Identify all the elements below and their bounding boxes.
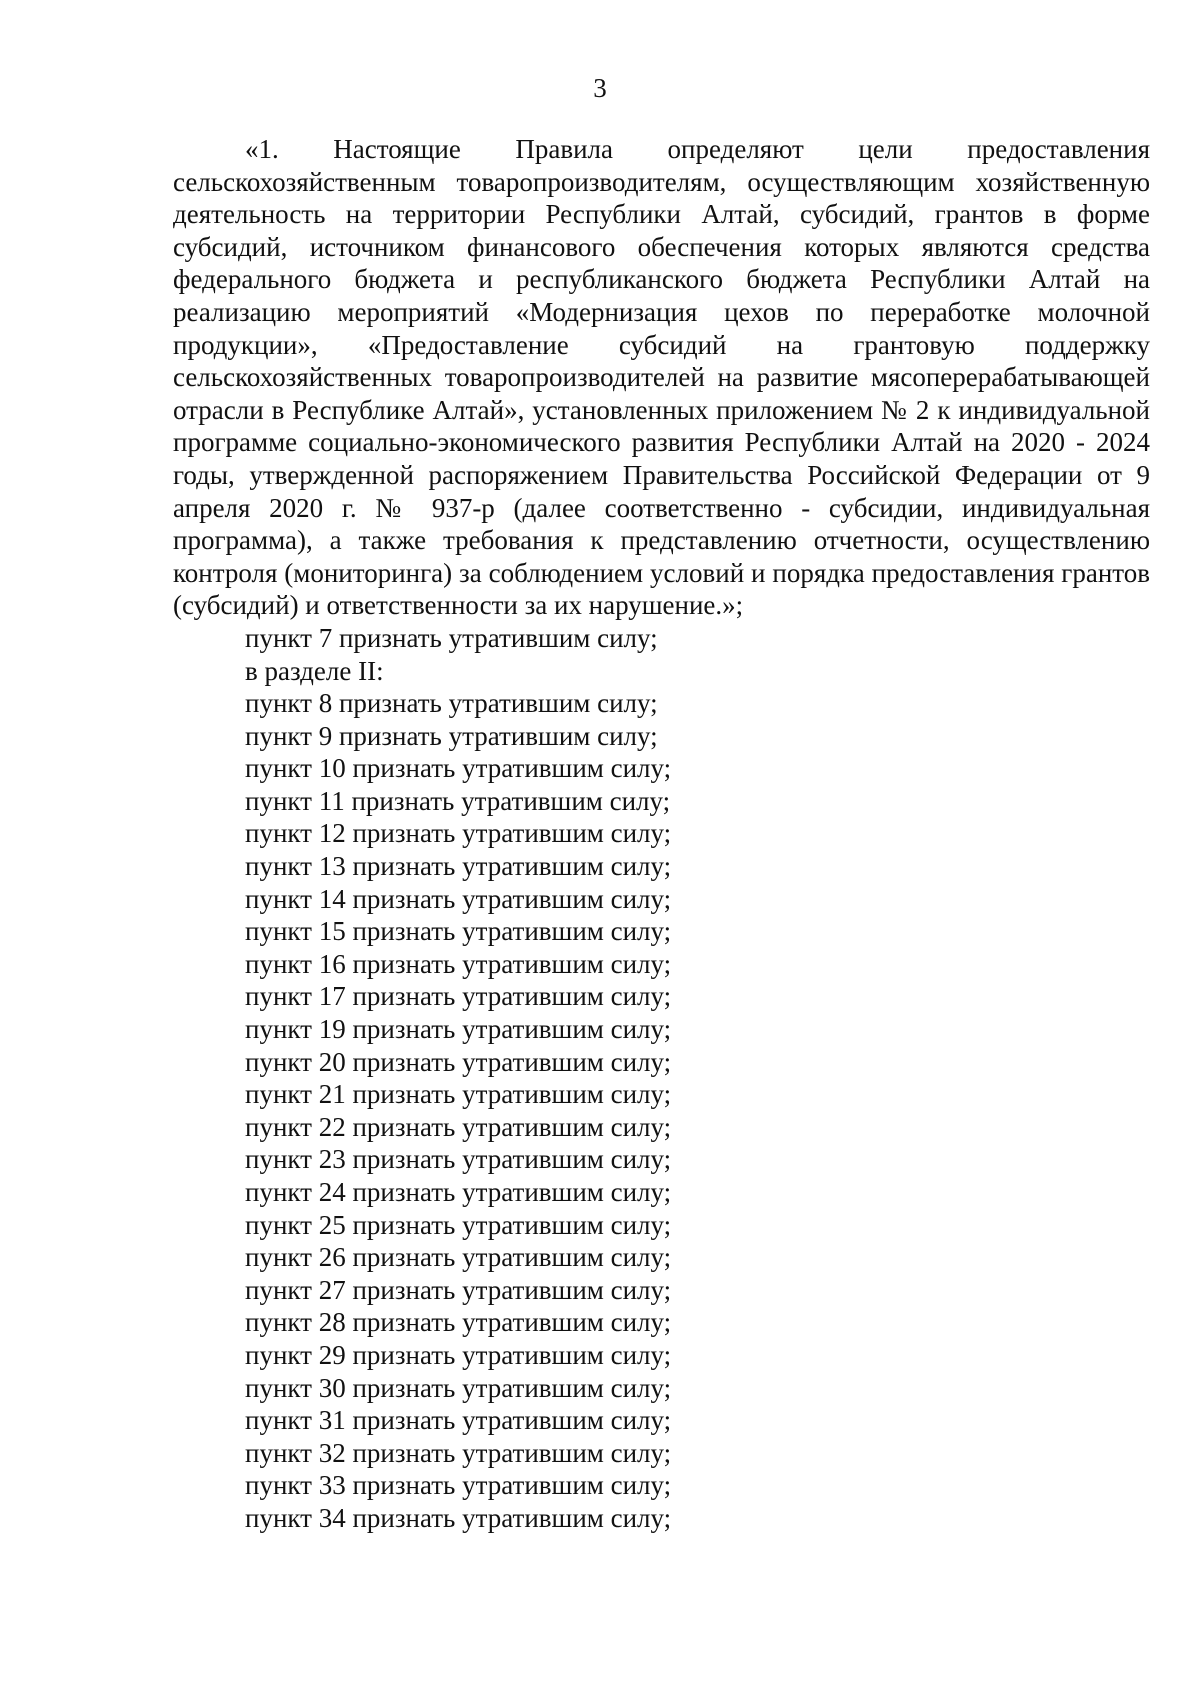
list-item: пункт 10 признать утратившим силу; bbox=[245, 753, 672, 784]
list-item: пункт 27 признать утратившим силу; bbox=[245, 1274, 672, 1305]
list-item: пункт 32 признать утратившим силу; bbox=[245, 1437, 672, 1468]
list-item: пункт 20 признать утратившим силу; bbox=[245, 1046, 672, 1077]
list-item: пункт 9 признать утратившим силу; bbox=[245, 720, 658, 751]
list-item: пункт 13 признать утратившим силу; bbox=[245, 851, 672, 882]
list-item: пункт 29 признать утратившим силу; bbox=[245, 1339, 672, 1370]
list-item: пункт 22 признать утратившим силу; bbox=[245, 1111, 672, 1142]
list-item: пункт 12 признать утратившим силу; bbox=[245, 818, 672, 849]
list-item: пункт 26 признать утратившим силу; bbox=[245, 1242, 672, 1273]
list-item: пункт 14 признать утратившим силу; bbox=[245, 883, 672, 914]
list-item: пункт 8 признать утратившим силу; bbox=[245, 688, 658, 719]
amendment-list bbox=[173, 622, 1150, 1535]
list-item: пункт 23 признать утратившим силу; bbox=[245, 1144, 672, 1175]
list-item: пункт 19 признать утратившим силу; bbox=[245, 1014, 672, 1045]
list-item: пункт 30 признать утратившим силу; bbox=[245, 1372, 672, 1403]
list-item: пункт 16 признать утратившим силу; bbox=[245, 948, 672, 979]
list-item: пункт 15 признать утратившим силу; bbox=[245, 916, 672, 947]
list-item: пункт 17 признать утратившим силу; bbox=[245, 981, 672, 1012]
list-item: в разделе II: bbox=[245, 655, 384, 686]
list-item: пункт 7 признать утратившим силу; bbox=[245, 622, 658, 653]
list-item: пункт 33 признать утратившим силу; bbox=[245, 1470, 672, 1501]
list-item: пункт 28 признать утратившим силу; bbox=[245, 1307, 672, 1338]
list-item: пункт 24 признать утратившим силу; bbox=[245, 1177, 672, 1207]
list-item: пункт 34 признать утратившим силу; bbox=[245, 1502, 672, 1533]
page-number: 3 bbox=[593, 73, 607, 103]
list-item: пункт 31 признать утратившим силу; bbox=[245, 1405, 672, 1436]
list-item: пункт 25 признать утратившим силу; bbox=[245, 1209, 672, 1240]
list-item: пункт 11 признать утратившим силу; bbox=[245, 785, 671, 816]
paragraph-rules-purpose: «1. Настоящие Правила определяют цели предоставления сельскохозяйственным товаропроизводителям, осуществляющим хозяйственную деятельность на территории Республики Алтай, субсидий, грантов в форме субсидий, источником финансового обеспечения которых являются средства федерального бюджета и республиканского бюджета Республики Алтай на реализацию мероприятий «Модернизация цехов по переработке молочной продукции», «Предоставление субсидий на грантовую поддержку сельскохозяйственных товаропроизводителей на развитие мясоперерабатывающей отрасли в Республике Алтай», установленных приложением № 2 к индивидуальной программе социально-экономического развития Республики Алтай на 2020 - 2024 годы, утвержденной распоряжением Правительства Российской Федерации от 9 апреля 2020 г. № 937-р (далее соответственно - субсидии, индивидуальная программа), а также требования к представлению отчетности, осуществлению контроля (мониторинга) за соблюдением условий и порядка предоставления грантов (субсидий) и ответственности за их нарушение.»; bbox=[173, 134, 1150, 621]
document-body bbox=[173, 133, 1150, 1535]
list-item: пункт 21 признать утратившим силу; bbox=[245, 1079, 672, 1110]
